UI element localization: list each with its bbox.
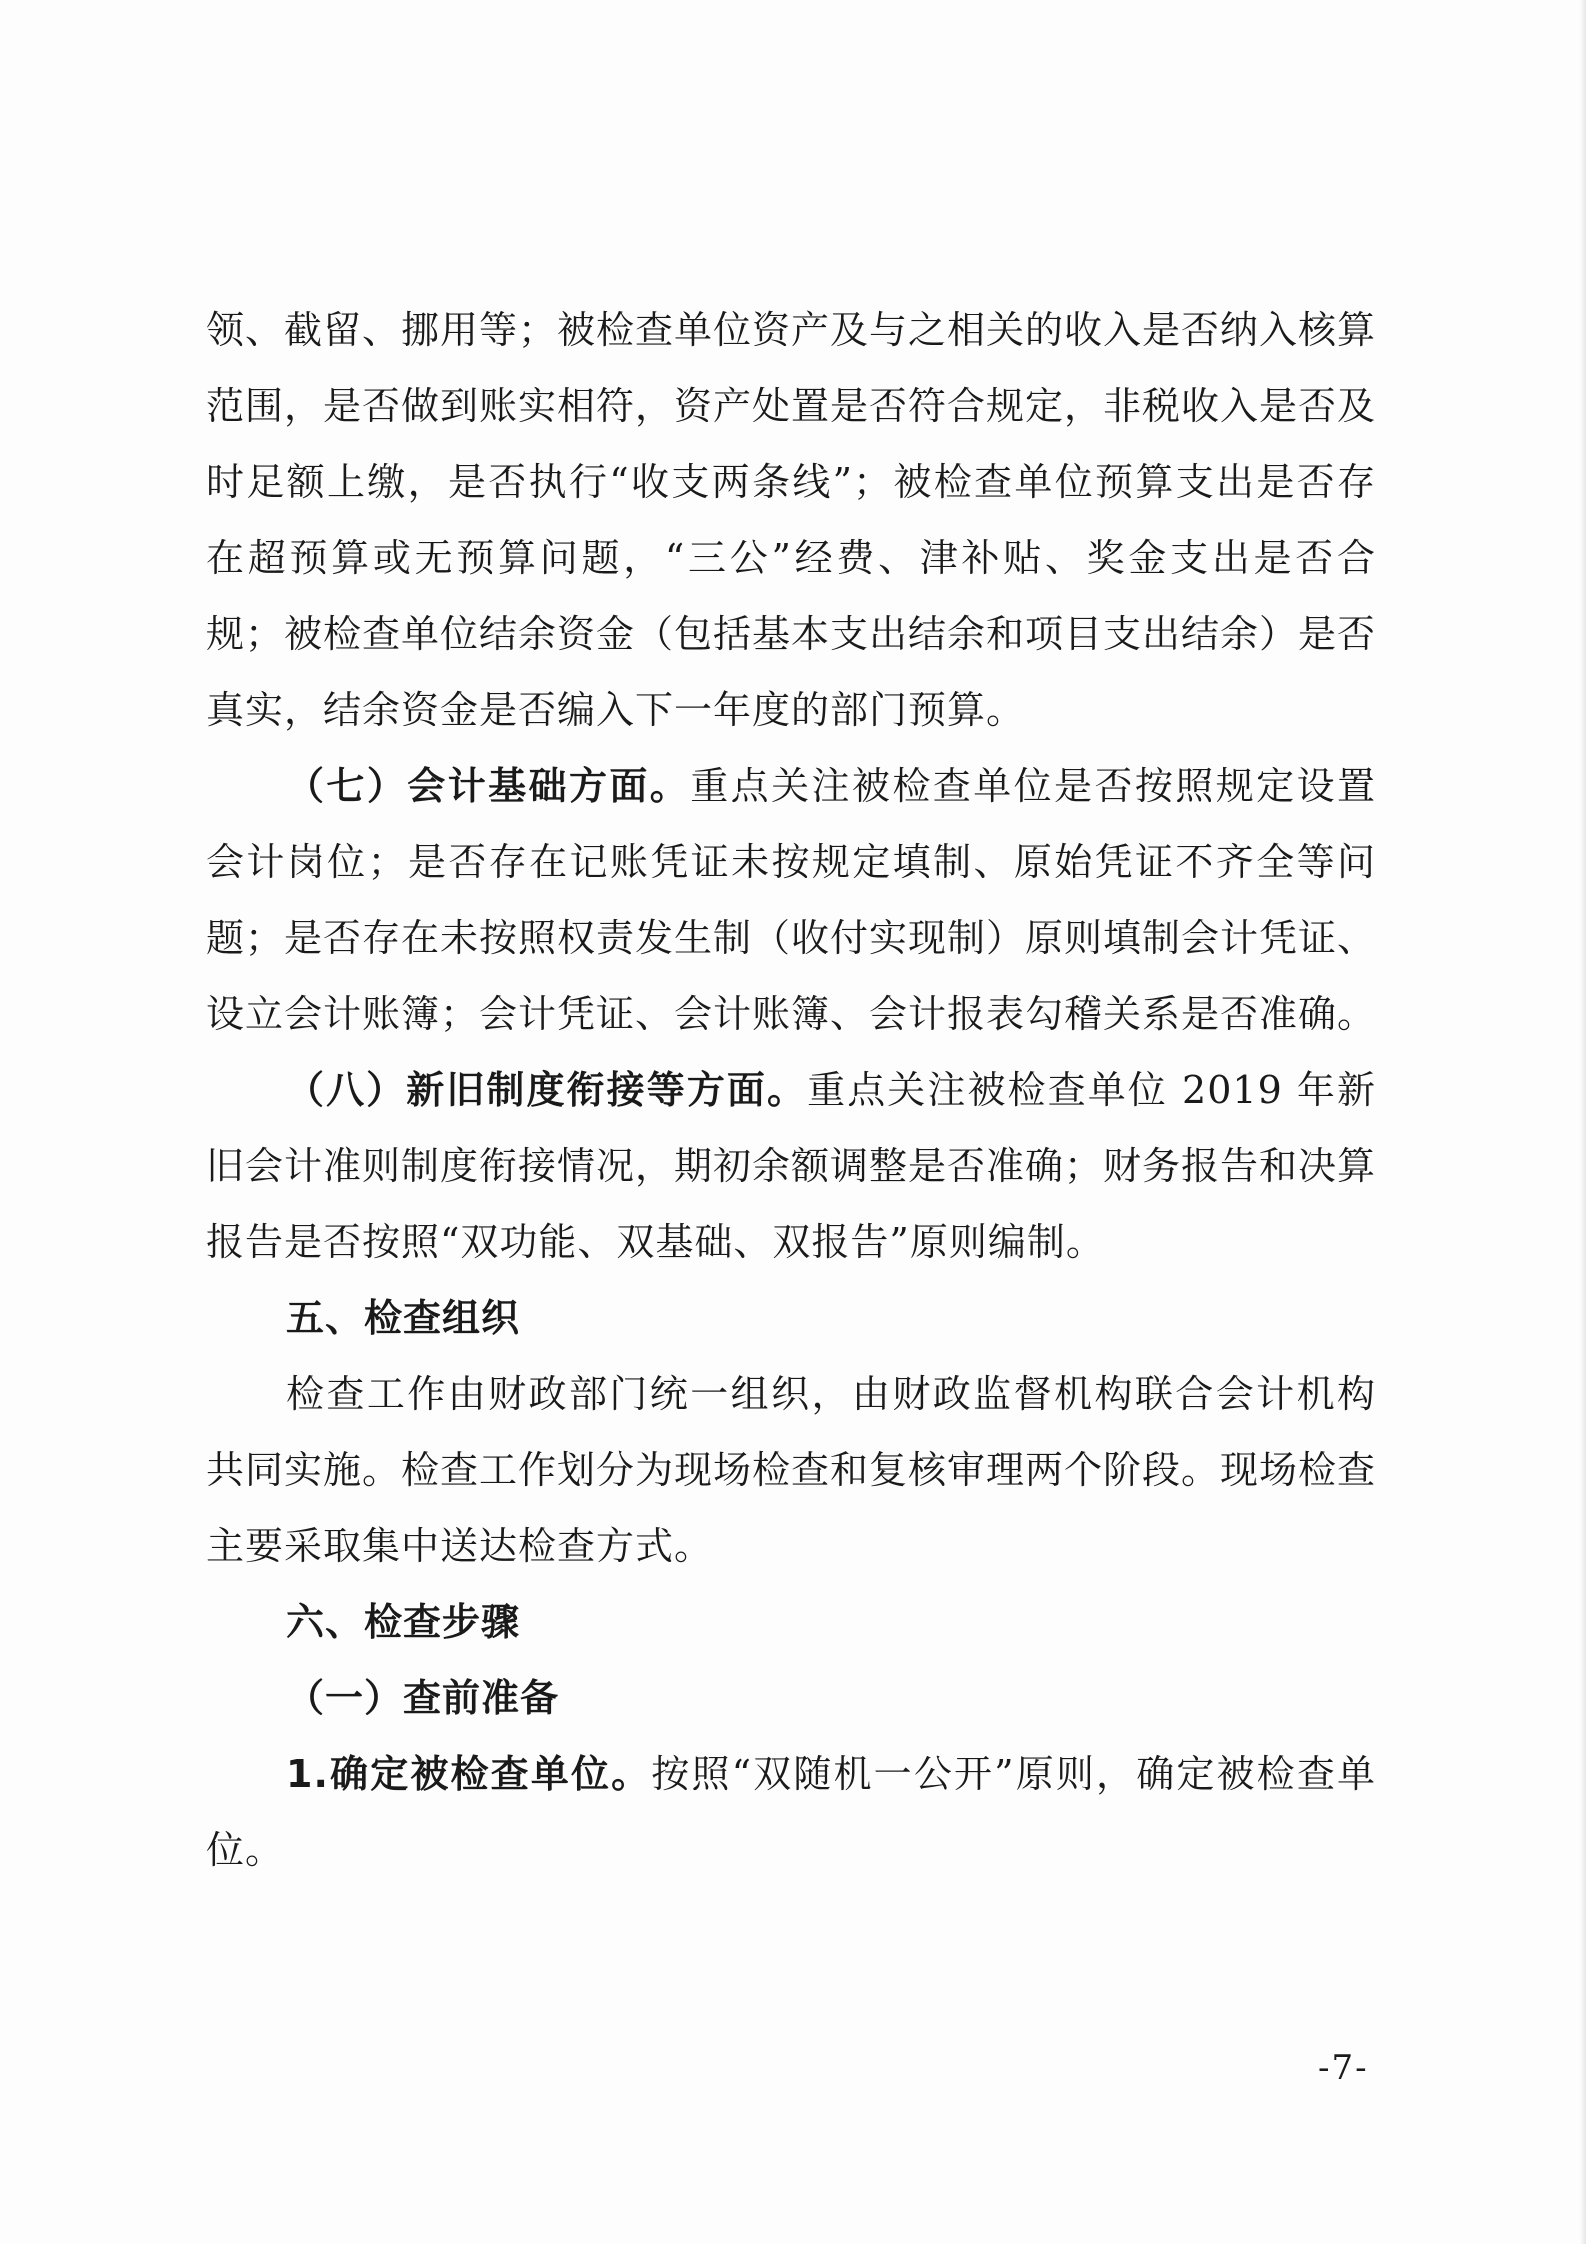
paragraph-determine-units [206,1736,1376,1888]
section-lead-accounting-basis: （七）会计基础方面。 [286,764,691,808]
item-body-determine-units: 按照“双随机一公开”原则，确定被检查单位。 [206,1752,1376,1872]
document-body [206,292,1376,1888]
section-lead-system-transition: （八）新旧制度衔接等方面。 [286,1068,808,1112]
section-body-accounting-basis: 重点关注被检查单位是否按照规定设置会计岗位；是否存在记账凭证未按规定填制、原始凭证不齐全等问题；是否存在未按照权责发生制（收付实现制）原则填制会计凭证、设立会计账簿；会计凭证、会计账簿、会计报表勾稽关系是否准确。 [206,764,1377,1036]
item-lead-determine-units: 1.确定被检查单位。 [286,1752,652,1796]
paragraph-continued: 领、截留、挪用等；被检查单位资产及与之相关的收入是否纳入核算范围，是否做到账实相符，资产处置是否符合规定，非税收入是否及时足额上缴，是否执行“收支两条线”；被检查单位预算支出是否存在超预算或无预算问题，“三公”经费、津补贴、奖金支出是否合规；被检查单位结余资金（包括基本支出结余和项目支出结余）是否真实，结余资金是否编入下一年度的部门预算。 [206,308,1377,732]
scan-edge [1580,0,1586,2244]
paragraph-inspection-organization: 检查工作由财政部门统一组织，由财政监督机构联合会计机构共同实施。检查工作划分为现场检查和复核审理两个阶段。现场检查主要采取集中送达检查方式。 [206,1372,1377,1568]
heading-inspection-organization: 五、检查组织 [286,1296,521,1340]
paragraph-system-transition [206,1052,1376,1280]
subheading-pre-inspection: （一）查前准备 [286,1676,560,1720]
section-body-system-transition: 重点关注被检查单位 2019 年新旧会计准则制度衔接情况，期初余额调整是否准确；财务报告和决算报告是否按照“双功能、双基础、双报告”原则编制。 [206,1068,1377,1264]
page-number: -7- [1318,2048,1369,2088]
heading-inspection-steps: 六、检查步骤 [286,1600,521,1644]
paragraph-accounting-basis [206,748,1376,1052]
